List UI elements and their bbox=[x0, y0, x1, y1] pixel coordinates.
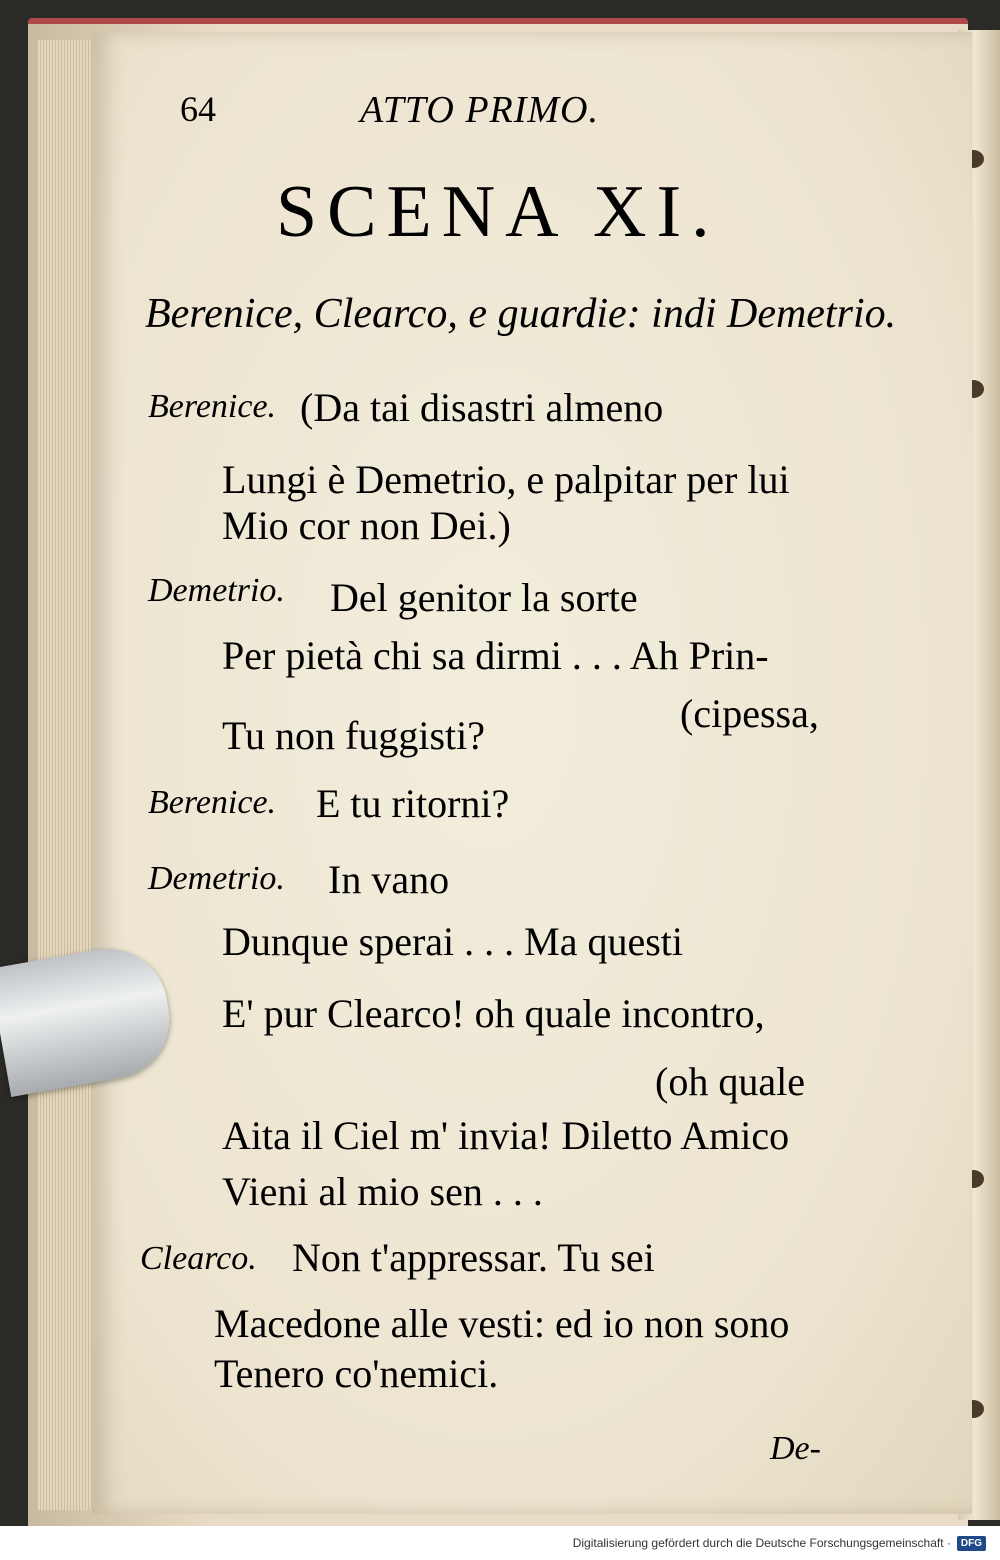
page-stack-edge bbox=[38, 40, 93, 1510]
footer-text: Digitalisierung gefördert durch die Deutsche Forschungsgemeinschaft · bbox=[572, 1536, 951, 1550]
verse-line: Macedone alle vesti: ed io non sono bbox=[214, 1301, 790, 1346]
speaker-label: Clearco. bbox=[140, 1240, 257, 1277]
verse-line: Del genitor la sorte bbox=[330, 575, 638, 620]
verse-line: In vano bbox=[328, 857, 450, 902]
speaker-label: Berenice. bbox=[148, 388, 277, 425]
verse-line: Non t'appressar. Tu sei bbox=[292, 1235, 655, 1280]
verse-line: Tenero co'nemici. bbox=[214, 1351, 499, 1396]
dfg-logo: DFG bbox=[957, 1536, 986, 1551]
digitization-footer bbox=[0, 1526, 1000, 1560]
page-number: 64 bbox=[180, 89, 216, 129]
character-list: Berenice, Clearco, e guardie: indi Demetrio. bbox=[145, 291, 897, 337]
verse-line: E tu ritorni? bbox=[316, 781, 510, 826]
verse-line: Per pietà chi sa dirmi . . . Ah Prin- bbox=[222, 633, 769, 678]
verse-line: Vieni al mio sen . . . bbox=[222, 1169, 543, 1214]
verse-line: (oh quale bbox=[655, 1059, 805, 1104]
speaker-label: Demetrio. bbox=[148, 860, 285, 897]
speaker-label: Demetrio. bbox=[148, 572, 285, 609]
verse-line: E' pur Clearco! oh quale incontro, bbox=[222, 991, 765, 1036]
catchword: De- bbox=[770, 1430, 821, 1467]
verse-line: Lungi è Demetrio, e palpitar per lui bbox=[222, 457, 790, 502]
verse-line: Dunque sperai . . . Ma questi bbox=[222, 919, 684, 964]
speaker-label: Berenice. bbox=[148, 784, 277, 821]
verse-line: Tu non fuggisti? bbox=[222, 713, 486, 758]
verse-line: Mio cor non Dei.) bbox=[222, 503, 511, 548]
verse-line: (cipessa, bbox=[680, 691, 819, 736]
verse-line: Aita il Ciel m' invia! Diletto Amico bbox=[222, 1113, 790, 1158]
verse-line: (Da tai disastri almeno bbox=[300, 385, 664, 430]
running-head: ATTO PRIMO. bbox=[360, 89, 599, 131]
scene-title: SCENA XI. bbox=[276, 171, 720, 253]
